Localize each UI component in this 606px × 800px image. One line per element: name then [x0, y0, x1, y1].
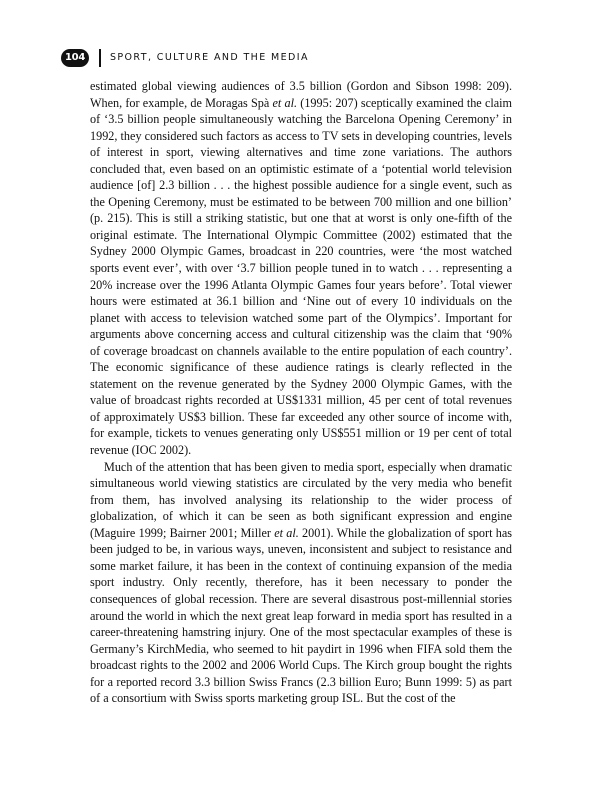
header-divider [99, 49, 101, 67]
paragraph-1: estimated global viewing audiences of 3.5 billion (Gordon and Sibson 1998: 209). When, for example, de Moragas Spà et al. (1995: 207) sceptically examined the claim of ‘3.5 billion people simultaneously watching the Barcelona Opening Ceremony’ in 1992, they considered such factors as access to TV sets in developing countries, levels of interest in sport, viewing alternatives and time zone variations. The authors concluded that, even based on an optimistic estimate of a ‘potential world television audience [of] 2.3 billion . . . the highest possible audience for a single event, such as the Opening Ceremony, must be estimated to be between 700 million and one billion’ (p. 215). This is still a striking statistic, but one that at worst is only one-fifth of the original estimate. The International Olympic Committee (2002) estimated that the Sydney 2000 Olympic Games, broadcast in 220 countries, were ‘the most watched sports event ever’, with over ‘3.7 billion people tuned in to watch . . . representing a 20% increase over the 1996 Atlanta Olympic Games four years before’. Total viewer hours were estimated at 36.1 billion and ‘Nine out of every 10 individuals on the planet with access to television watched some part of the Olympics’. Important for arguments above concerning access and cultural citizenship was the claim that ‘90% of coverage broadcast on channels available to the entire population of each country’. The economic significance of these audience ratings is clearly reflected in the statement on the revenue generated by the Sydney 2000 Olympic Games, with the value of broadcast rights recorded at US$1331 million, 45 per cent of total revenues of approximately US$3 billion. These far exceeded any other source of income with, for example, tickets to venues generating only US$551 million or 19 per cent of total revenue (IOC 2002). [90, 79, 513, 458]
running-head: SPORT, CULTURE AND THE MEDIA [110, 52, 309, 63]
page-number-badge: 104 [61, 49, 89, 67]
paragraph-2: Much of the attention that has been given to media sport, especially when dramatic simultaneous world viewing statistics are circulated by the very media who benefit from them, has involved analysing its relationship to the wider process of globalization, of which it can be seen as both significant expression and engine (Maguire 1999; Bairner 2001; Miller et al. 2001). While the globalization of sport has been judged to be, in various ways, uneven, inconsistent and subject to resistance and some market failure, it has been in the context of continuing expansion of the media sport industry. Only recently, therefore, has it been necessary to ponder the consequences of global recession. There are several disastrous post-millennial stories around the world in which the next great leap forward in media sport has resulted in a career-threatening hamstring injury. One of the most spectacular examples of these is Germany’s KirchMedia, who seemed to hit paydirt in 1996 when FIFA sold them the broadcast rights to the 2002 and 2006 World Cups. The Kirch group bought the rights for a reported record 3.3 billion Swiss Francs (2.3 billion Euro; Bunn 1999: 5) as part of a consortium with Swiss sports marketing group ISL. But the cost of the [90, 459, 512, 706]
page-header [61, 47, 309, 69]
body-text [90, 78, 512, 707]
